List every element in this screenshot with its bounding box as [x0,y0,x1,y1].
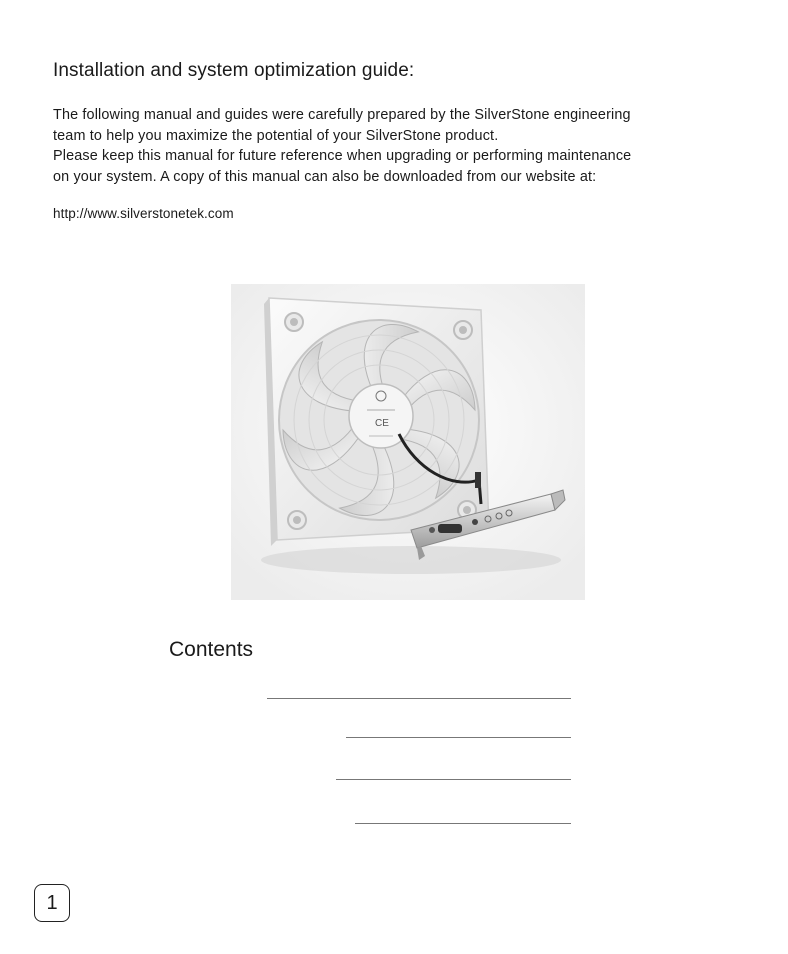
intro-line: team to help you maximize the potential of your SilverStone product. [53,127,499,144]
product-photo [231,284,585,600]
toc-rule [267,698,571,699]
page-number: 1 [34,884,70,922]
intro-paragraph [53,105,753,187]
intro-line: The following manual and guides were carefully prepared by the SilverStone engineering [53,107,631,123]
intro-line: Please keep this manual for future reference when upgrading or performing maintenance [53,148,632,164]
page-title: Installation and system optimization guide: [53,60,415,81]
contents-heading: Contents [169,638,254,661]
toc-rule [346,737,571,738]
toc-rule [355,823,571,824]
toc-rule [336,779,571,780]
fan-with-pci-bracket-icon [231,284,585,600]
website-url[interactable]: http://www.silverstonetek.com [53,206,234,221]
hub-ce-mark: CE [375,418,389,429]
intro-line: on your system. A copy of this manual can also be downloaded from our website at: [53,168,597,185]
